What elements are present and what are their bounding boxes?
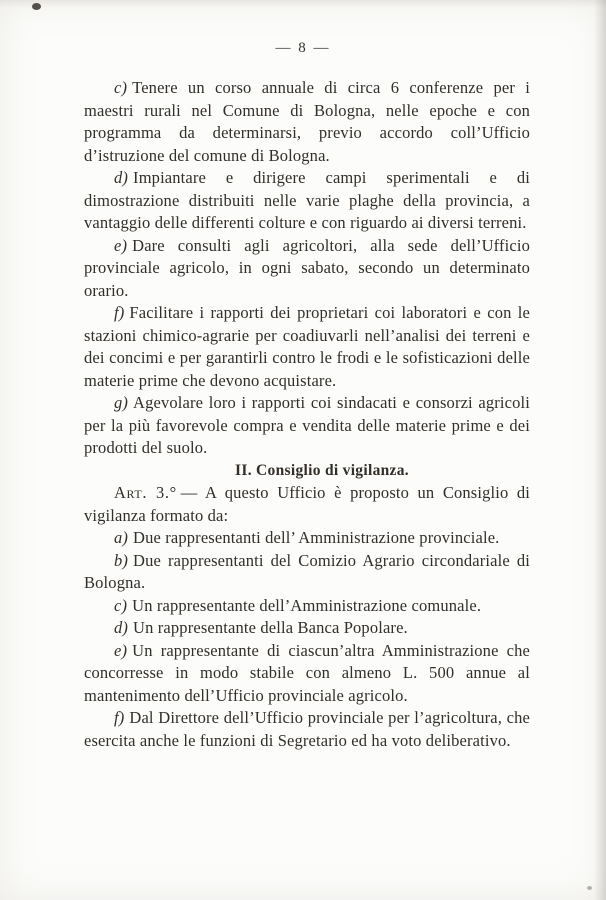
item-text: Dal Direttore dell’Ufficio provinciale per l’agricoltura, che esercita anche le funzioni di Segretario ed ha voto deliberativo.	[84, 708, 530, 750]
list-item-d	[84, 167, 530, 235]
item-text: Due rappresentanti del Comizio Agrario circondariale di Bologna.	[84, 550, 530, 592]
item-text: Due rappresentanti dell’ Amministrazione provinciale.	[133, 528, 500, 547]
item-letter: e)	[114, 640, 128, 660]
list-item-g	[84, 392, 530, 460]
item-letter: g)	[114, 393, 129, 412]
list-item-b2	[84, 550, 530, 595]
item-text: Un rappresentante di ciascun’altra Amministrazione che concorresse in modo stabile con almeno L. 500 annue al mantenimento dell’Ufficio provinciale agricolo.	[84, 640, 530, 705]
item-letter: d)	[114, 618, 129, 637]
item-letter: f)	[114, 708, 125, 727]
item-text: Facilitare i rapporti dei proprietari coi laboratori e con le stazioni chimico-agrarie per coadiuvarli nell’analisi dei terreni e dei concimi e per garantirli contro le frodi e le sofisticazioni delle materie prime che devono acquistare.	[84, 303, 530, 390]
item-letter: d)	[114, 168, 129, 187]
list-item-f2	[84, 707, 530, 752]
item-text: Un rappresentante della Banca Popolare.	[133, 618, 408, 637]
item-text: Tenere un corso annuale di circa 6 conferenze per i maestri rurali nel Comune di Bologna, nelle epoche e con programma da determinarsi, previo accordo coll’Ufficio d’istruzione del comune di Bologna.	[84, 78, 530, 165]
list-item-e	[84, 235, 530, 303]
item-letter: c)	[114, 78, 128, 97]
item-letter: f)	[114, 303, 125, 322]
article-text: — A questo Ufficio è proposto un Consiglio di vigilanza formato da:	[84, 483, 531, 525]
list-item-f	[84, 302, 530, 392]
page-number: — 8 —	[275, 40, 331, 56]
scan-artifact	[587, 886, 592, 890]
item-text: Agevolare loro i rapporti coi sindacati e consorzi agricoli per la più favorevole compra e vendita delle materie prime e dei prodotti del suolo.	[84, 393, 530, 457]
list-item-a2	[84, 527, 530, 550]
text-block	[84, 77, 530, 752]
list-item-d2	[84, 617, 530, 640]
list-item-c2	[84, 595, 530, 618]
item-letter: b)	[114, 550, 129, 570]
scan-artifact	[32, 3, 41, 10]
list-item-e2	[84, 640, 530, 708]
article-label: Art. 3.°	[114, 483, 177, 502]
article-paragraph	[84, 482, 530, 527]
item-text: Dare consulti agli agricoltori, alla sede dell’Ufficio provinciale agricolo, in ogni sabato, secondo un determinato orario.	[84, 235, 530, 300]
item-letter: e)	[114, 235, 128, 255]
item-text: Impiantare e dirigere campi sperimentali e di dimostrazione distribuiti nelle varie plaghe della provincia, a vantaggio delle differenti colture e con riguardo ai diversi terreni.	[84, 168, 530, 232]
item-letter: a)	[114, 528, 129, 547]
list-item-c	[84, 77, 530, 167]
item-letter: c)	[114, 595, 128, 615]
section-heading: II. Consiglio di vigilanza.	[235, 461, 409, 479]
item-text: Un rappresentante dell’Amministrazione comunale.	[132, 595, 482, 615]
